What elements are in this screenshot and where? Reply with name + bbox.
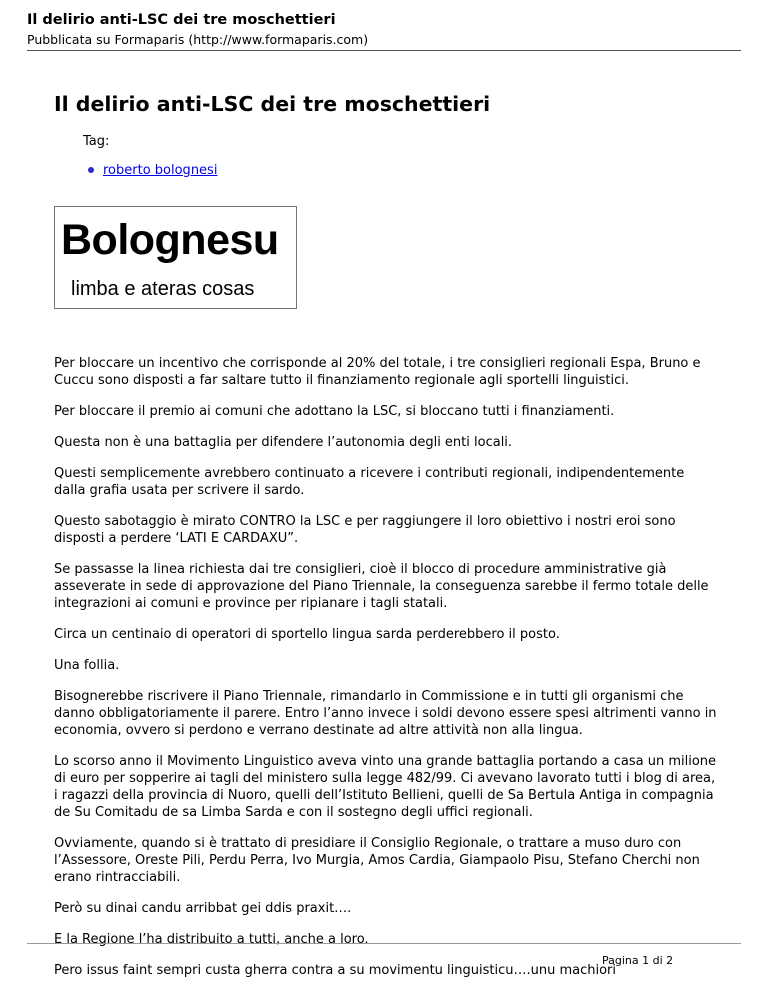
paragraph: Per bloccare un incentivo che corrisponde al 20% del totale, i tre consiglieri regionali Espa, Bruno e Cuccu sono disposti a far saltare tutto il finanziamento regionale agli sportelli linguistici. [54, 356, 701, 388]
footer-divider [27, 943, 741, 944]
tag-item [88, 163, 217, 178]
print-header-title: Il delirio anti-LSC dei tre moschettieri [27, 12, 336, 28]
print-header-source: Pubblicata su Formaparis (http://www.formaparis.com) [27, 32, 369, 47]
paragraph: Questi semplicemente avrebbero continuato a ricevere i contributi regionali, indipendentemente dalla grafia usata per scrivere il sardo. [54, 466, 685, 498]
bullet-icon [88, 167, 94, 173]
paragraph: Però su dinai candu arribbat gei ddis praxit…. [54, 901, 352, 916]
paragraph: Questo sabotaggio è mirato CONTRO la LSC e per raggiungere il loro obiettivo i nostri eroi sono disposti a perdere ‘LATI E CARDAXU”. [54, 514, 676, 546]
paragraph: E la Regione l’ha distribuito a tutti, anche a loro. [54, 932, 369, 947]
header-divider [27, 50, 741, 51]
tag-list [88, 163, 217, 178]
paragraph: Pero issus faint sempri custa gherra contra a su movimentu linguisticu….unu machiori [54, 963, 616, 978]
page-number: Pagina 1 di 2 [602, 954, 674, 967]
paragraph: Se passasse la linea richiesta dai tre consiglieri, cioè il blocco di procedure amministrative già asseverate in sede di approvazione del Piano Triennale, la conseguenza sarebbe il fermo totale delle integrazioni ai comuni e province per ripianare i tagli statali. [54, 562, 709, 611]
paragraph: Una follia. [54, 658, 120, 673]
tag-link-roberto-bolognesi[interactable]: roberto bolognesi [103, 163, 218, 178]
logo-title: Bolognesu [61, 216, 279, 264]
paragraph: Lo scorso anno il Movimento Linguistico aveva vinto una grande battaglia portando a casa un milione di euro per sopperire ai tagli del ministero sulla legge 482/99. Ci avevano lavorato tutti i blog di area, i ragazzi della provincia di Nuoro, quelli dell’Istituto Bellieni, quelli de Sa Bertula Antiga in compagnia de Su Comitadu de sa Limba Sarda e con il sostegno degli uffici regionali. [54, 754, 717, 820]
paragraph: Circa un centinaio di operatori di sportello lingua sarda perderebbero il posto. [54, 627, 560, 642]
paragraph: Questa non è una battaglia per difendere l’autonomia degli enti locali. [54, 435, 513, 450]
paragraph: Ovviamente, quando si è trattato di presidiare il Consiglio Regionale, o trattare a muso duro con l’Assessore, Oreste Pili, Perdu Perra, Ivo Murgia, Amos Cardia, Giampaolo Pisu, Stefano Cherchi non erano rintracciabili. [54, 836, 700, 885]
article-title: Il delirio anti-LSC dei tre moschettieri [54, 92, 491, 116]
logo-tagline: limba e ateras cosas [71, 278, 255, 300]
paragraph: Per bloccare il premio ai comuni che adottano la LSC, si bloccano tutti i finanziamenti. [54, 404, 615, 419]
article-body [54, 355, 718, 993]
tag-label: Tag: [83, 134, 110, 149]
paragraph: Bisognerebbe riscrivere il Piano Triennale, rimandarlo in Commissione e in tutti gli organismi che danno obbligatoriamente il parere. Entro l’anno invece i soldi devono essere spesi altrimenti vanno in economia, ovvero si perdono e verrano destinate ad altre attività non alla lingua. [54, 689, 717, 738]
blog-logo-image [54, 206, 297, 309]
